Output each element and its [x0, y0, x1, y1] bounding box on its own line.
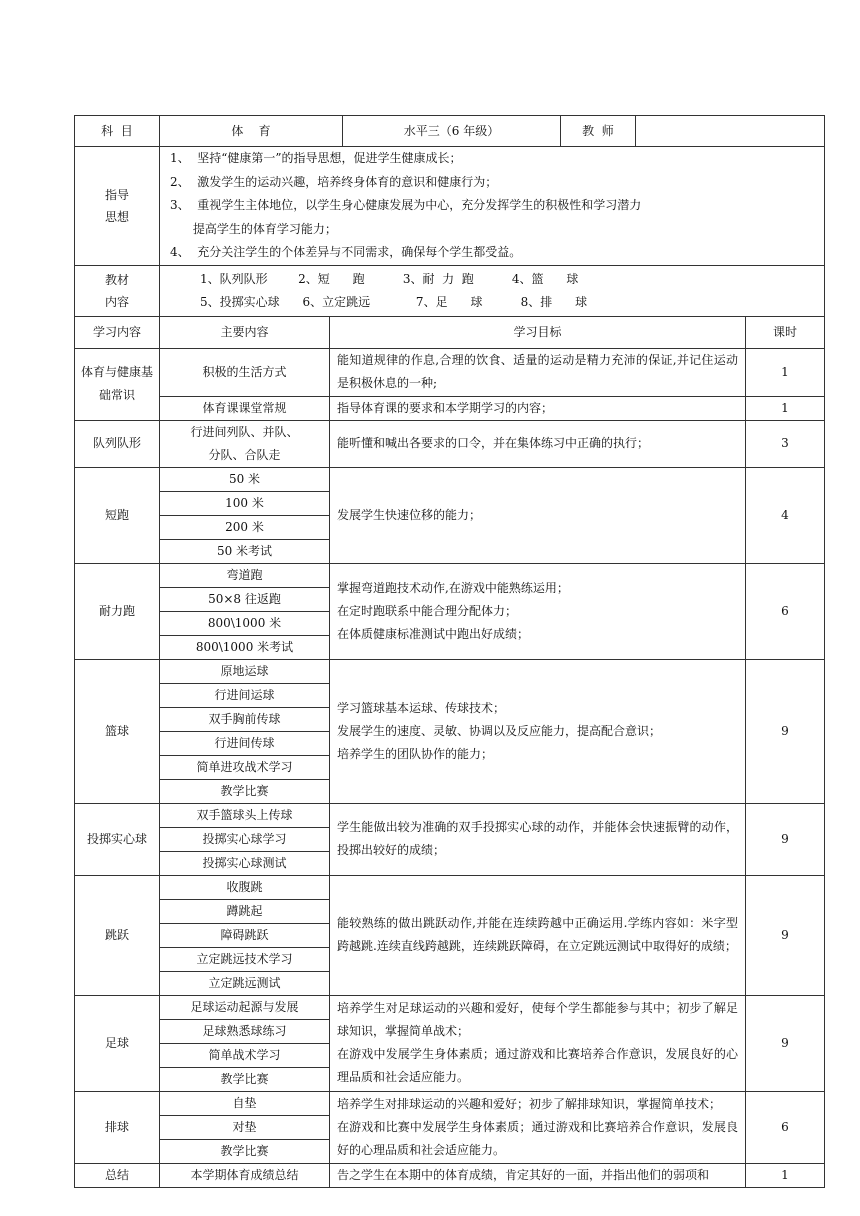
hours-cell: 1	[746, 348, 825, 396]
hours-cell: 9	[746, 995, 825, 1091]
hours-cell: 3	[746, 420, 825, 467]
topic-cell: 立定跳远测试	[160, 971, 330, 995]
topic-cell: 行进间运球	[160, 683, 330, 707]
category-cell: 篮球	[75, 659, 160, 803]
guidance-table	[74, 146, 825, 317]
goal-text: 告之学生在本期中的体育成绩，肯定其好的一面，并指出他们的弱项和	[337, 1168, 710, 1182]
topic-cell: 50 米	[160, 467, 330, 491]
topic-cell: 简单进攻战术学习	[160, 755, 330, 779]
goal-line: 发展学生的速度、灵敏、协调以及反应能力，提高配合意识；	[337, 723, 662, 738]
goal-cell: 发展学生快速位移的能力；	[330, 467, 746, 563]
topic-cell: 自垫	[160, 1091, 330, 1115]
grade-level: 水平三（6 年级）	[343, 116, 561, 147]
header-table	[74, 115, 825, 147]
category-cell: 投掷实心球	[75, 803, 160, 875]
topic-line: 分队、合队走	[208, 447, 281, 462]
topic-cell: 教学比赛	[160, 1067, 330, 1091]
topic-cell: 投掷实心球测试	[160, 851, 330, 875]
materials-line: 5、投掷实心球 6、立定跳远 7、足 球 8、排 球	[200, 294, 588, 309]
goal-line: 在体质健康标准测试中跑出好成绩；	[337, 626, 530, 641]
category-cell: 足球	[75, 995, 160, 1091]
hours-cell: 1	[746, 1163, 825, 1187]
goal-line: 在定时跑联系中能合理分配体力；	[337, 603, 518, 618]
topic-cell: 100 米	[160, 491, 330, 515]
materials-content	[160, 265, 825, 316]
goal-line: 在游戏和比赛中发展学生身体素质；通过游戏和比赛培养合作意识，发展良好的心理品质和社会适应能力。	[337, 1119, 738, 1157]
goal-cell	[330, 995, 746, 1091]
topic-cell: 800\1000 米	[160, 611, 330, 635]
goal-line: 培养学生对排球运动的兴趣和爱好；初步了解排球知识，掌握简单技术；	[337, 1096, 722, 1111]
materials-label	[75, 265, 160, 316]
topic-cell: 足球熟悉球练习	[160, 1019, 330, 1043]
guidance-line: 提高学生的体育学习能力；	[170, 221, 337, 236]
topic-cell: 足球运动起源与发展	[160, 995, 330, 1019]
col-hours: 课时	[746, 316, 825, 348]
hours-cell: 4	[746, 467, 825, 563]
hours-cell: 9	[746, 875, 825, 995]
topic-cell: 50 米考试	[160, 539, 330, 563]
teacher-label: 教 师	[561, 116, 636, 147]
topic-cell: 双手篮球头上传球	[160, 803, 330, 827]
goal-cell	[330, 1091, 746, 1163]
hours-cell: 6	[746, 563, 825, 659]
topic-cell	[160, 420, 330, 467]
topic-cell: 体育课课堂常规	[160, 396, 330, 420]
category-cell: 队列队形	[75, 420, 160, 467]
goal-cell: 指导体育课的要求和本学期学习的内容；	[330, 396, 746, 420]
category-cell: 排球	[75, 1091, 160, 1163]
topic-cell: 蹲跳起	[160, 899, 330, 923]
goal-cell	[330, 1163, 746, 1187]
topic-cell: 立定跳远技术学习	[160, 947, 330, 971]
col-study-content: 学习内容	[75, 316, 160, 348]
topic-cell: 行进间传球	[160, 731, 330, 755]
topic-cell: 障碍跳跃	[160, 923, 330, 947]
content-table	[74, 316, 825, 1188]
category-cell: 耐力跑	[75, 563, 160, 659]
topic-cell: 800\1000 米考试	[160, 635, 330, 659]
topic-cell: 弯道跑	[160, 563, 330, 587]
goal-cell: 能听懂和喊出各要求的口令，并在集体练习中正确的执行；	[330, 420, 746, 467]
category-cell: 总结	[75, 1163, 160, 1187]
teacher-value	[636, 116, 825, 147]
goal-cell	[330, 563, 746, 659]
hours-cell: 1	[746, 396, 825, 420]
category-cell: 跳跃	[75, 875, 160, 995]
topic-cell: 对垫	[160, 1115, 330, 1139]
topic-cell: 本学期体育成绩总结	[160, 1163, 330, 1187]
hours-cell: 9	[746, 659, 825, 803]
hours-cell: 9	[746, 803, 825, 875]
guidance-content	[160, 147, 825, 266]
col-main-content: 主要内容	[160, 316, 330, 348]
plan-document	[74, 115, 824, 1188]
subject-label: 科 目	[75, 116, 160, 147]
goal-cell: 能较熟练的做出跳跃动作,并能在连续跨越中正确运用.学练内容如：米字型跨越跳.连续直线跨越跳，连续跳跃障碍，在立定跳远测试中取得好的成绩；	[330, 875, 746, 995]
guidance-line: 1、 坚持“健康第一”的指导思想，促进学生健康成长；	[170, 151, 462, 165]
goal-line: 在游戏中发展学生身体素质；通过游戏和比赛培养合作意识，发展良好的心理品质和社会适应能力。	[337, 1047, 738, 1084]
col-study-goal: 学习目标	[330, 316, 746, 348]
materials-line: 1、队列队形 2、短 跑 3、耐 力 跑 4、篮 球	[200, 271, 579, 286]
guidance-label-line1: 指导	[104, 187, 129, 202]
category-cell: 短跑	[75, 467, 160, 563]
goal-line: 学习篮球基本运球、传球技术；	[337, 700, 506, 715]
topic-cell: 积极的生活方式	[160, 348, 330, 396]
guidance-label-line2: 思想	[104, 209, 129, 224]
goal-cell	[330, 659, 746, 803]
topic-cell: 教学比赛	[160, 1139, 330, 1163]
subject-value: 体 育	[160, 116, 343, 147]
materials-label-line1: 教材	[104, 272, 129, 287]
topic-line: 行进间列队、并队、	[190, 424, 299, 439]
goal-line: 培养学生的团队协作的能力；	[337, 746, 494, 761]
guidance-line: 2、 激发学生的运动兴趣，培养终身体育的意识和健康行为；	[170, 174, 498, 189]
hours-cell: 6	[746, 1091, 825, 1163]
topic-cell: 双手胸前传球	[160, 707, 330, 731]
materials-label-line2: 内容	[104, 294, 129, 309]
topic-cell: 50×8 往返跑	[160, 587, 330, 611]
goal-line: 培养学生对足球运动的兴趣和爱好，使每个学生都能参与其中；初步了解足球知识，掌握简单战术；	[337, 1001, 738, 1038]
topic-cell: 收腹跳	[160, 875, 330, 899]
topic-cell: 原地运球	[160, 659, 330, 683]
category-cell: 体育与健康基础常识	[75, 348, 160, 420]
goal-cell: 能知道规律的作息,合理的饮食、适量的运动是精力充沛的保证,并记住运动是积极休息的一种;	[330, 348, 746, 396]
guidance-line: 3、 重视学生主体地位，以学生身心健康发展为中心，充分发挥学生的积极性和学习潜力	[170, 198, 642, 212]
goal-cell: 学生能做出较为准确的双手投掷实心球的动作，并能体会快速振臂的动作，投掷出较好的成绩；	[330, 803, 746, 875]
guidance-line: 4、 充分关注学生的个体差异与不同需求，确保每个学生都受益。	[170, 245, 522, 259]
goal-line: 掌握弯道跑技术动作,在游戏中能熟练运用；	[337, 580, 569, 595]
topic-cell: 简单战术学习	[160, 1043, 330, 1067]
topic-cell: 投掷实心球学习	[160, 827, 330, 851]
guidance-label	[75, 147, 160, 266]
topic-cell: 200 米	[160, 515, 330, 539]
topic-cell: 教学比赛	[160, 779, 330, 803]
